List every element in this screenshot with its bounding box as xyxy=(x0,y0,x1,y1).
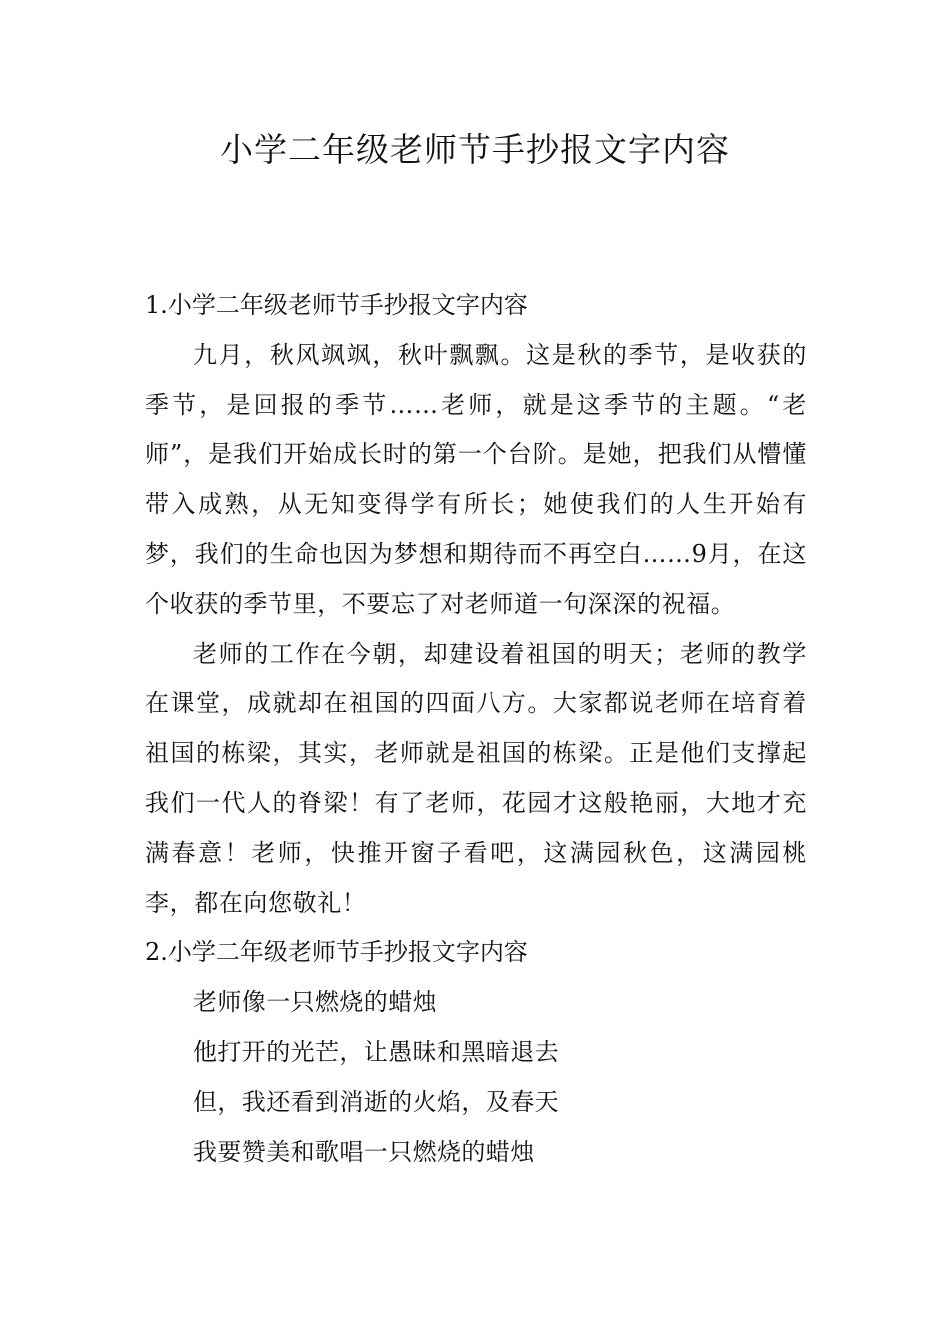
document-body xyxy=(145,281,807,1177)
poem-line: 老师像一只燃烧的蜡烛 xyxy=(193,988,437,1017)
poem-line: 但，我还看到消逝的火焰，及春天 xyxy=(193,1087,559,1116)
section-1-paragraph-2: 老师的工作在今朝，却建设着祖国的明天；老师的教学在课堂，成就却在祖国的四面八方。大家都说老师在培育着祖国的栋梁，其实，老师就是祖国的栋梁。正是他们支撑起我们一代人的脊梁！有了老师，花园才这般艳丽，大地才充满春意！老师，快推开窗子看吧，这满园秋色，这满园桃李，都在向您敬礼！ xyxy=(145,639,807,917)
section-1-paragraph-1: 九月，秋风飒飒，秋叶飘飘。这是秋的季节，是收获的季节，是回报的季节……老师，就是这季节的主题。“老师”，是我们开始成长时的第一个台阶。是她，把我们从懵懂带入成熟，从无知变得学有所长；她使我们的人生开始有梦，我们的生命也因为梦想和期待而不再空白……9月，在这个收获的季节里，不要忘了对老师道一句深深的祝福。 xyxy=(145,340,807,618)
section-1-heading: 1.小学二年级老师节手抄报文字内容 xyxy=(145,291,528,319)
document-title: 小学二年级老师节手抄报文字内容 xyxy=(220,130,730,169)
poem-line: 我要赞美和歌唱一只燃烧的蜡烛 xyxy=(193,1137,535,1166)
poem-line: 他打开的光芒，让愚昧和黑暗退去 xyxy=(193,1037,559,1066)
section-2-heading: 2.小学二年级老师节手抄报文字内容 xyxy=(145,938,528,967)
